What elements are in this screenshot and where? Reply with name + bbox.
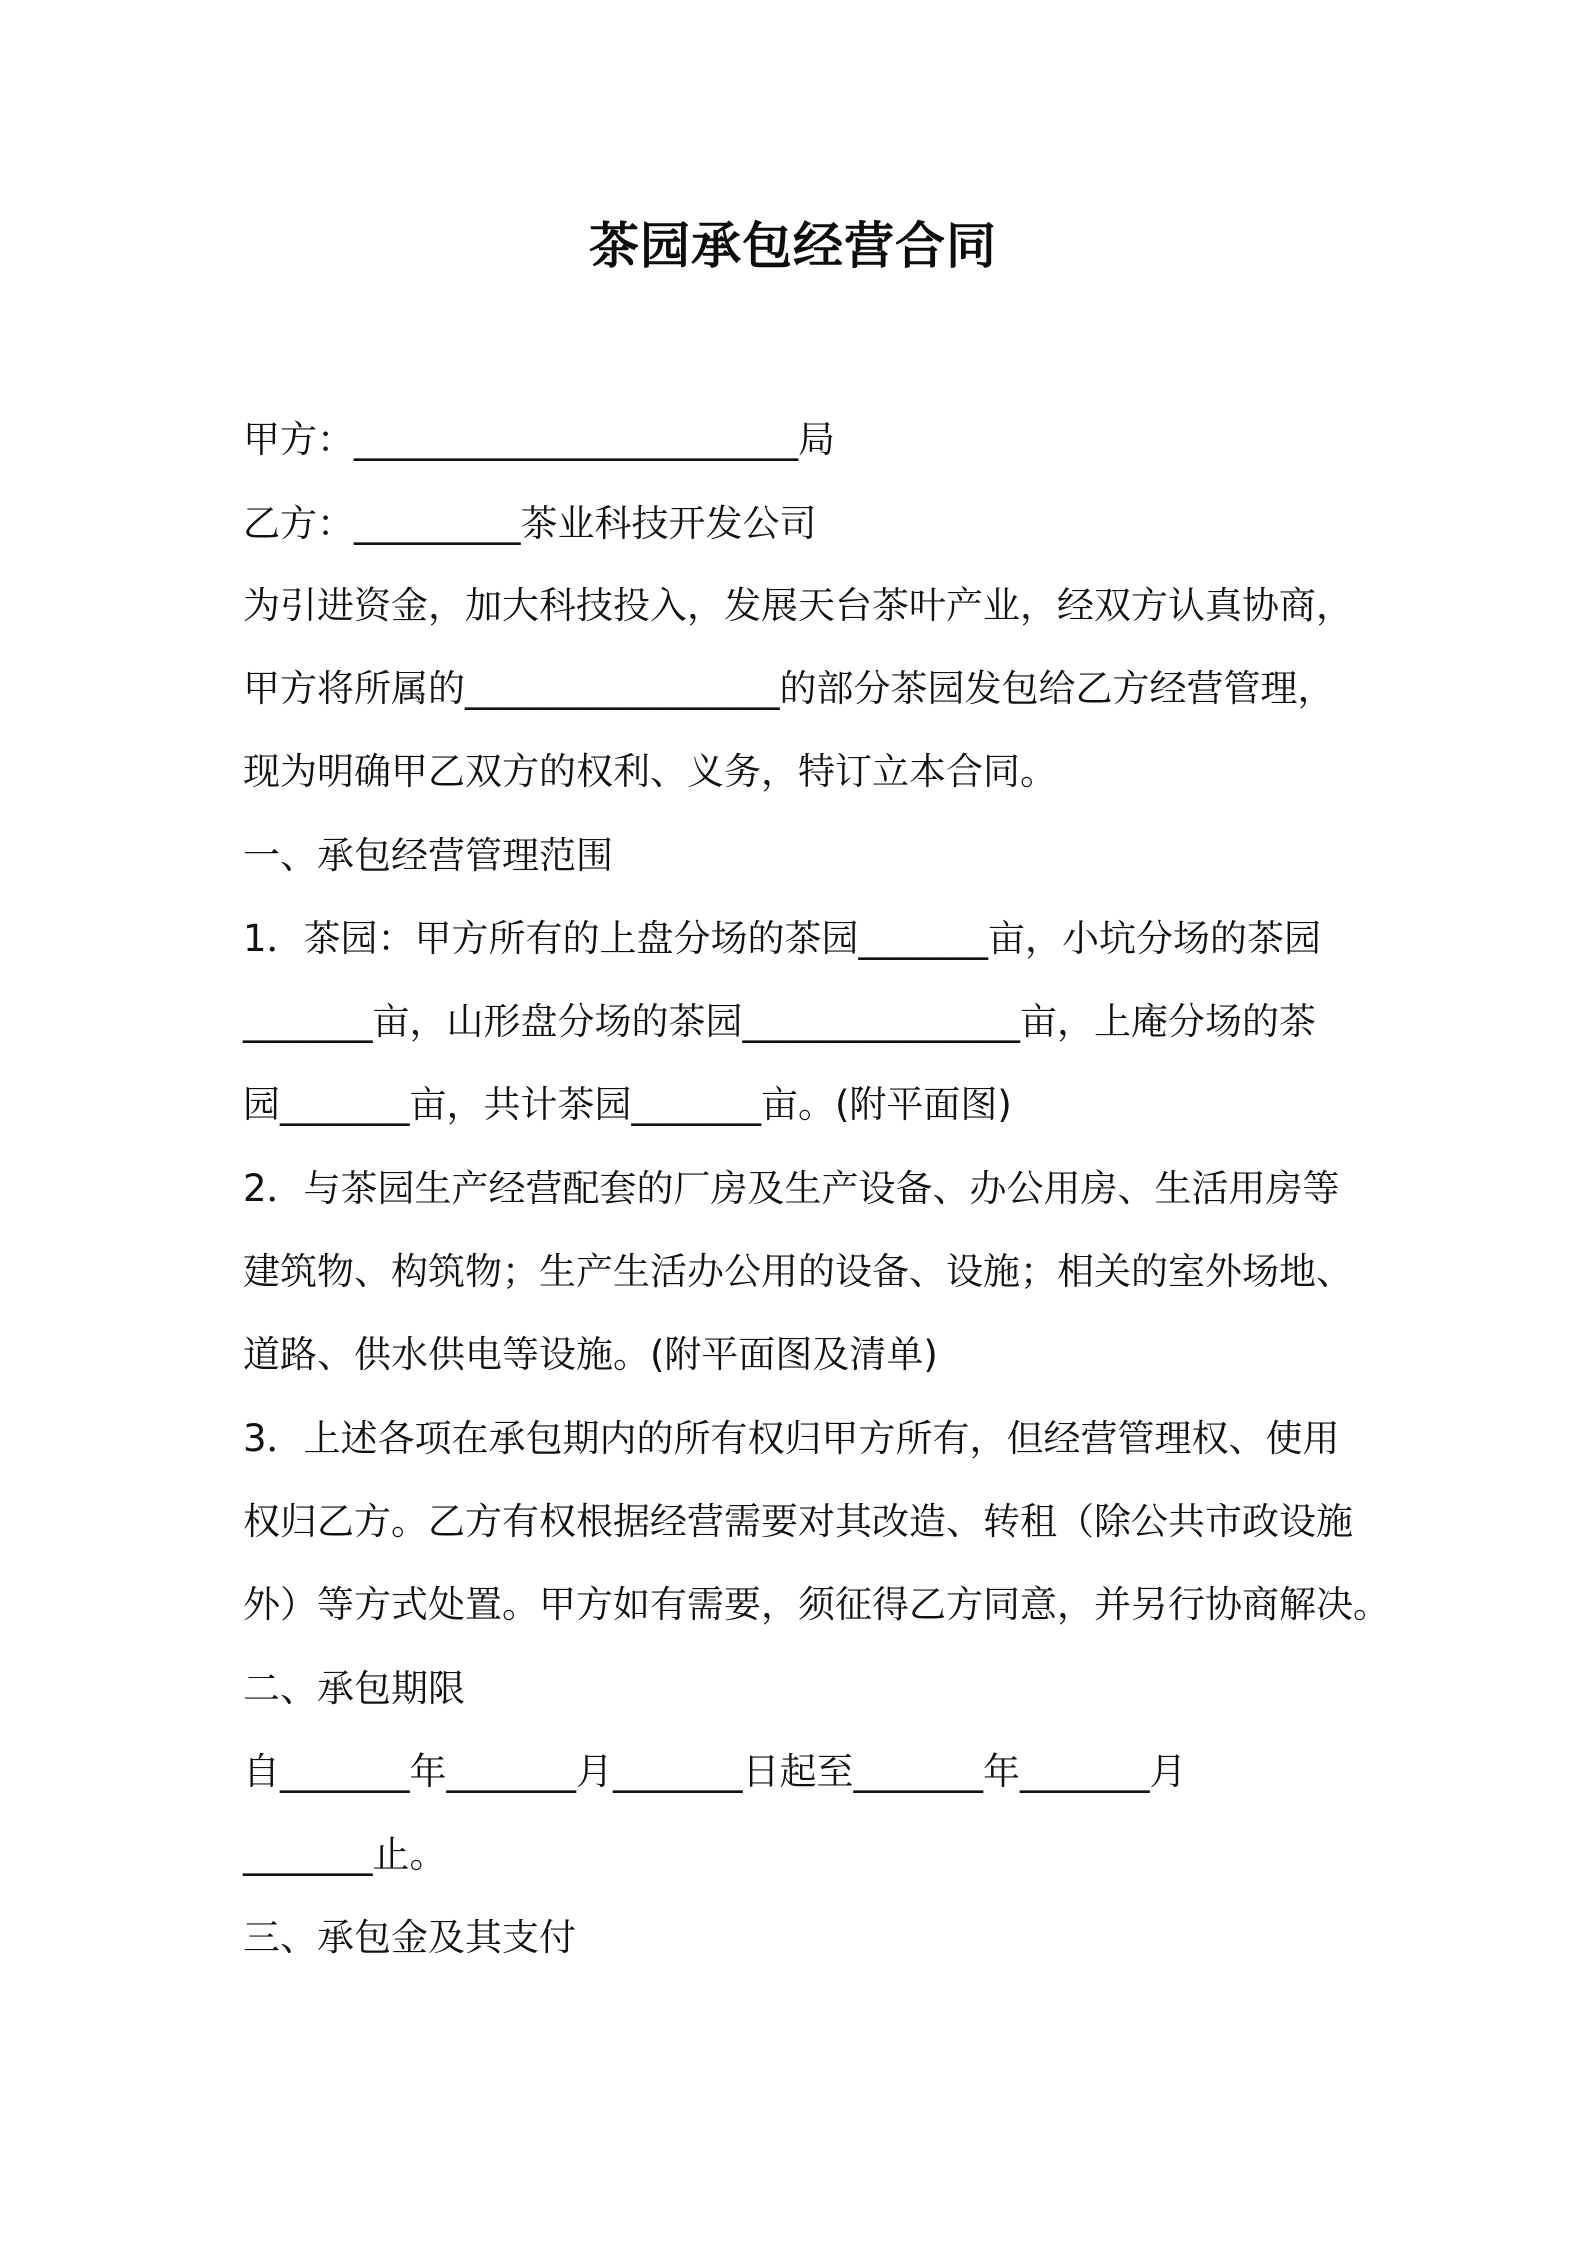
section-heading-payment: 三、承包金及其支付 [243, 1916, 576, 1959]
section-heading-scope: 一、承包经营管理范围 [243, 834, 613, 877]
term-line-1: 自_______年_______月_______日起至_______年_______月 [243, 1750, 1187, 1793]
preamble-line-2: 甲方将所属的_________________的部分茶园发包给乙方经营管理， [243, 667, 1335, 710]
preamble-line-3: 现为明确甲乙双方的权利、义务，特订立本合同。 [243, 750, 1057, 793]
term-line-2: _______止。 [243, 1833, 447, 1876]
clause-1-line-2: _______亩，山形盘分场的茶园_______________亩，上庵分场的茶 [243, 1000, 1316, 1043]
party-a-line: 甲方：________________________局 [243, 418, 835, 461]
preamble-line-1: 为引进资金，加大科技投入，发展天台茶叶产业，经双方认真协商， [243, 584, 1353, 627]
clause-3-line-1: 3．上述各项在承包期内的所有权归甲方所有，但经营管理权、使用 [243, 1417, 1340, 1460]
clause-1-line-1: 1．茶园：甲方所有的上盘分场的茶园_______亩，小坑分场的茶园 [243, 917, 1322, 960]
clause-3-line-3: 外）等方式处置。甲方如有需要，须征得乙方同意，并另行协商解决。 [243, 1583, 1390, 1626]
party-b-line: 乙方：_________茶业科技开发公司 [243, 502, 817, 545]
section-heading-term: 二、承包期限 [243, 1667, 465, 1710]
clause-2-line-3: 道路、供水供电等设施。(附平面图及清单) [243, 1333, 938, 1376]
clause-1-line-3: 园_______亩，共计茶园_______亩。(附平面图) [243, 1083, 1012, 1126]
clause-3-line-2: 权归乙方。乙方有权根据经营需要对其改造、转租（除公共市政设施 [243, 1500, 1353, 1543]
clause-2-line-2: 建筑物、构筑物；生产生活办公用的设备、设施；相关的室外场地、 [243, 1250, 1353, 1293]
document-title: 茶园承包经营合同 [589, 217, 997, 275]
clause-2-line-1: 2．与茶园生产经营配套的厂房及生产设备、办公用房、生活用房等 [243, 1167, 1340, 1210]
